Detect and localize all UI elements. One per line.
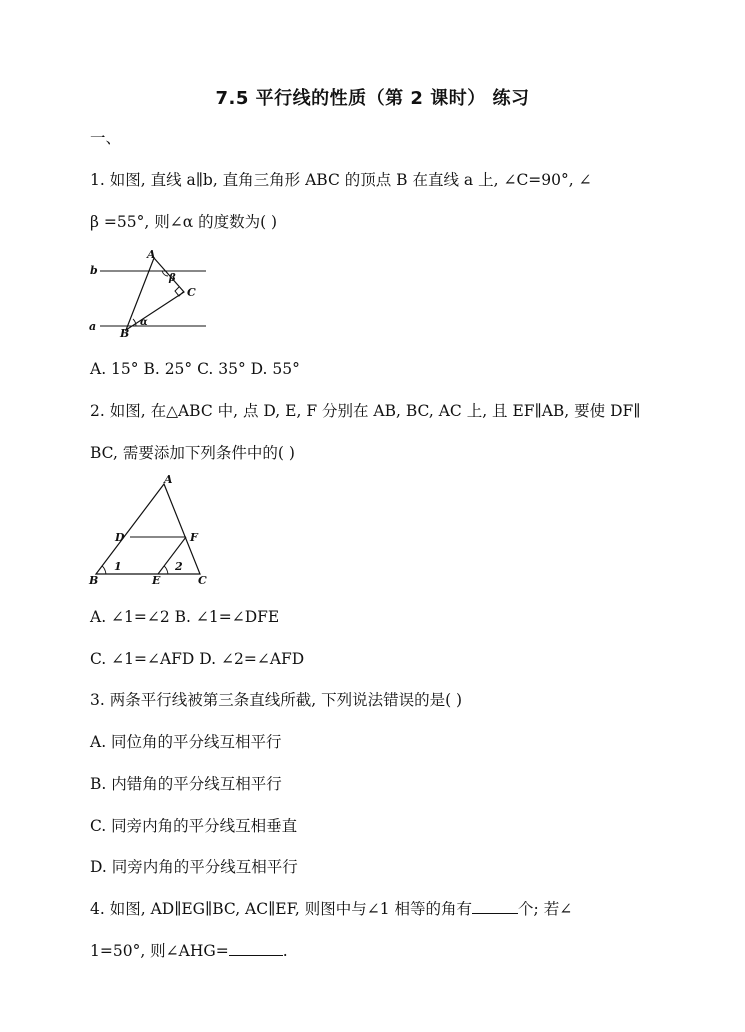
q2-options-ab: A. ∠1=∠2 B. ∠1=∠DFE bbox=[90, 608, 280, 626]
q1-label-A: A bbox=[147, 248, 156, 261]
q2-figure bbox=[86, 474, 216, 590]
q2-label-C: C bbox=[198, 574, 207, 587]
q3-option-b: B. 内错角的平分线互相平行 bbox=[90, 775, 282, 793]
q2-angle-2-arc bbox=[164, 566, 168, 574]
q2-triangle-abc bbox=[96, 484, 200, 574]
q4-answer-blank-count[interactable] bbox=[472, 899, 518, 914]
q2-stem-line2: BC, 需要添加下列条件中的( ) bbox=[90, 444, 295, 462]
q2-label-1: 1 bbox=[114, 560, 122, 573]
q2-stem-line1: 2. 如图, 在△ABC 中, 点 D, E, F 分别在 AB, BC, AC 上, 且 EF∥AB, 要使 DF∥ bbox=[90, 402, 641, 420]
q3-option-a: A. 同位角的平分线互相平行 bbox=[90, 733, 282, 751]
q1-stem-line2: β =55°, 则∠α 的度数为( ) bbox=[90, 213, 278, 231]
q1-label-alpha: α bbox=[140, 317, 148, 328]
q4-text-part4: . bbox=[282, 942, 288, 960]
q4-text-part2: 个; 若∠ bbox=[518, 900, 573, 918]
q2-label-F: F bbox=[190, 531, 198, 544]
q2-label-E: E bbox=[152, 574, 161, 587]
q1-stem-line1: 1. 如图, 直线 a∥b, 直角三角形 ABC 的顶点 B 在直线 a 上, ∠C=90°, ∠ bbox=[90, 171, 592, 189]
q1-label-beta: β bbox=[169, 273, 176, 284]
q4-stem-line2 bbox=[90, 941, 288, 961]
q1-label-B: B bbox=[120, 327, 130, 338]
q2-label-B: B bbox=[89, 574, 99, 587]
q4-answer-blank-angle[interactable] bbox=[229, 941, 283, 956]
q1-label-a: a bbox=[89, 320, 97, 333]
q1-label-C: C bbox=[187, 286, 196, 299]
q1-figure bbox=[86, 246, 216, 338]
q2-label-A: A bbox=[164, 474, 173, 486]
q4-text-part3: 1=50°, 则∠AHG= bbox=[90, 942, 229, 960]
q2-label-D: D bbox=[115, 531, 125, 544]
q3-option-d: D. 同旁内角的平分线互相平行 bbox=[90, 858, 298, 876]
q2-angle-1-arc bbox=[102, 566, 106, 574]
q1-options: A. 15° B. 25° C. 35° D. 55° bbox=[90, 360, 300, 378]
q4-stem-line1 bbox=[90, 899, 572, 919]
q2-label-2: 2 bbox=[175, 560, 183, 573]
section-heading: 一、 bbox=[90, 129, 122, 147]
q3-option-c: C. 同旁内角的平分线互相垂直 bbox=[90, 817, 298, 835]
page-title: 7.5 平行线的性质（第 2 课时） 练习 bbox=[215, 88, 530, 109]
q1-triangle-abc bbox=[126, 258, 184, 330]
q1-label-b: b bbox=[90, 264, 98, 277]
q3-stem: 3. 两条平行线被第三条直线所截, 下列说法错误的是( ) bbox=[90, 691, 463, 709]
q4-text-part1: 4. 如图, AD∥EG∥BC, AC∥EF, 则图中与∠1 相等的角有 bbox=[90, 900, 473, 918]
q2-options-cd: C. ∠1=∠AFD D. ∠2=∠AFD bbox=[90, 650, 305, 668]
